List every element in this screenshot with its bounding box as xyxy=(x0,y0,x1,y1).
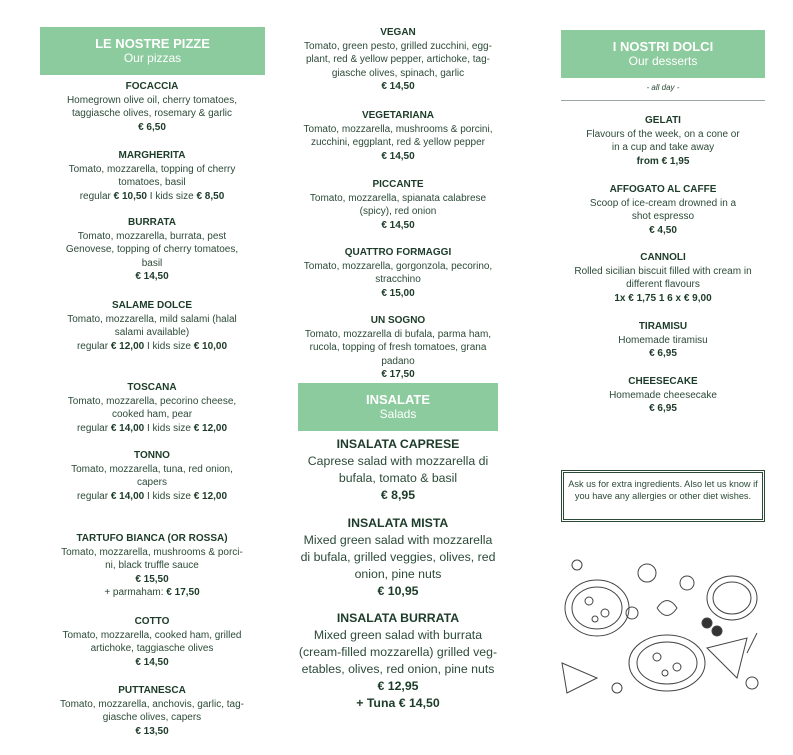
item-name: INSALATA BURRATA xyxy=(336,611,460,625)
price-segment: € 17,50 xyxy=(166,587,200,599)
item-price xyxy=(290,287,506,301)
item-price xyxy=(30,190,274,204)
item-price xyxy=(552,292,774,306)
price-segment: € 17,50 xyxy=(381,369,415,381)
item-description: cooked ham, pear xyxy=(111,409,193,421)
item-description: taggiasche olives, rosemary & garlic xyxy=(71,108,233,120)
price-segment: € 15,00 xyxy=(381,287,415,299)
item-description: Scoop of ice-cream drowned in a xyxy=(589,197,737,209)
item-description: padano xyxy=(381,355,415,367)
menu-item-burrata xyxy=(30,216,274,284)
item-description: zucchini, eggplant, red & yellow pepper xyxy=(311,137,485,149)
price-segment: I kids size xyxy=(144,490,194,502)
item-name: MARGHERITA xyxy=(118,150,186,161)
insalate-header xyxy=(298,383,498,431)
menu-item-cotto xyxy=(30,615,274,669)
item-price xyxy=(290,678,506,695)
item-name: GELATI xyxy=(645,115,681,126)
price-segment: € 14,50 xyxy=(381,150,415,162)
menu-item-cannoli xyxy=(552,251,774,305)
item-price2 xyxy=(290,695,506,712)
item-price2 xyxy=(30,586,274,600)
item-description: Tomato, mozzarella, cooked ham, grilled xyxy=(62,629,242,641)
dolci-title: I NOSTRI DOLCI xyxy=(612,39,714,54)
pizze-header xyxy=(40,27,265,75)
price-segment: € 10,95 xyxy=(377,584,419,598)
price-segment: € 10,00 xyxy=(193,340,228,352)
item-description: giasche olives, capers xyxy=(102,712,202,724)
menu-item-puttanesca xyxy=(30,684,274,738)
item-description: salami available) xyxy=(114,327,190,339)
item-description: Tomato, mozzarella di bufala, parma ham, xyxy=(304,328,492,340)
item-price xyxy=(290,583,506,600)
item-description: Flavours of the week, on a cone or xyxy=(586,128,740,140)
menu-item-salame-dolce xyxy=(30,299,274,353)
item-name: COTTO xyxy=(134,616,170,627)
item-description: (cream-filled mozzarella) grilled veg- xyxy=(298,645,498,659)
price-segment: € 14,50 xyxy=(381,219,415,231)
price-segment: € 14,50 xyxy=(381,81,415,93)
item-name: TARTUFO BIANCA (OR ROSSA) xyxy=(76,533,228,544)
item-description: capers xyxy=(136,477,167,489)
item-name: TOSCANA xyxy=(127,382,177,393)
dolci-column xyxy=(552,0,774,755)
insalate-title: INSALATE xyxy=(365,392,431,407)
price-segment: € 13,50 xyxy=(135,725,169,737)
item-name: INSALATA MISTA xyxy=(347,516,449,530)
item-name: CANNOLI xyxy=(640,252,686,263)
item-price xyxy=(290,219,506,233)
price-segment: regular xyxy=(79,190,114,202)
item-description: Homegrown olive oil, cherry tomatoes, xyxy=(66,94,238,106)
item-description: Homemade cheesecake xyxy=(609,389,717,401)
item-description: rucola, topping of fresh tomatoes, grana xyxy=(309,342,487,354)
item-name: VEGETARIANA xyxy=(361,110,435,121)
item-description: (spicy), red onion xyxy=(359,206,437,218)
item-description: Tomato, mozzarella, burrata, pest xyxy=(77,230,227,242)
menu-item-insalata-caprese xyxy=(290,436,506,504)
item-name: AFFOGATO AL CAFFE xyxy=(609,184,717,195)
item-description: Tomato, mozzarella, pecorino cheese, xyxy=(67,395,237,407)
menu-item-un-sogno xyxy=(290,314,506,382)
price-segment: € 6,50 xyxy=(138,121,166,133)
menu-item-gelati xyxy=(552,114,774,168)
menu-item-affogato-al-caffe xyxy=(552,183,774,237)
item-price xyxy=(30,422,274,436)
allergy-note: Ask us for extra ingredients. Also let us know if you have any allergies or other diet wishes. xyxy=(561,470,765,522)
item-description: di bufala, grilled veggies, olives, red xyxy=(300,550,496,564)
price-segment: regular xyxy=(76,340,111,352)
item-price xyxy=(30,121,274,135)
food-doodle-illustration xyxy=(557,553,765,696)
item-name: INSALATA CAPRESE xyxy=(336,437,460,451)
item-description: Tomato, mozzarella, spianata calabrese xyxy=(309,192,487,204)
menu-item-insalata-burrata xyxy=(290,610,506,712)
pizze-subtitle: Our pizzas xyxy=(123,51,182,65)
price-segment: € 12,00 xyxy=(193,490,228,502)
item-price xyxy=(552,402,774,416)
item-description: tomatoes, basil xyxy=(118,177,186,189)
item-description: Mixed green salad with mozzarella xyxy=(303,533,493,547)
item-price xyxy=(290,150,506,164)
price-segment: from € 1,95 xyxy=(636,155,690,167)
price-segment: + parmaham: xyxy=(104,587,167,599)
pizze-title: LE NOSTRE PIZZE xyxy=(95,36,210,51)
item-description: Tomato, mozzarella, gorgonzola, pecorino, xyxy=(303,260,493,272)
item-description: stracchino xyxy=(375,274,421,286)
price-segment: regular xyxy=(76,422,111,434)
item-description: onion, pine nuts xyxy=(354,567,442,581)
item-price xyxy=(30,725,274,739)
item-name: PICCANTE xyxy=(372,179,424,190)
price-segment: € 10,50 xyxy=(113,190,147,202)
item-description: etables, olives, red onion, pine nuts xyxy=(301,662,495,676)
menu-item-toscana xyxy=(30,381,274,435)
item-description: Rolled sicilian biscuit filled with cream in xyxy=(574,265,752,277)
price-segment: + Tuna € 14,50 xyxy=(356,696,440,710)
item-description: artichoke, taggiasche olives xyxy=(90,643,214,655)
item-description: Tomato, green pesto, grilled zucchini, egg- xyxy=(304,40,492,52)
item-description: Genovese, topping of cherry tomatoes, xyxy=(65,244,239,256)
dolci-header xyxy=(561,30,765,78)
price-segment: I kids size xyxy=(144,340,194,352)
item-price xyxy=(30,340,274,354)
price-segment: € 14,50 xyxy=(135,271,169,283)
item-description: Tomato, mozzarella, tuna, red onion, xyxy=(71,463,233,475)
menu-item-insalata-mista xyxy=(290,515,506,600)
item-price xyxy=(30,573,274,587)
price-segment: € 14,00 xyxy=(110,422,145,434)
item-name: BURRATA xyxy=(128,217,176,228)
price-segment: I kids size xyxy=(144,422,194,434)
price-segment: € 15,50 xyxy=(135,573,169,585)
price-segment: € 8,95 xyxy=(380,488,416,502)
price-segment: € 8,50 xyxy=(196,190,225,202)
price-segment: € 6,95 xyxy=(649,348,677,360)
menu-item-tonno xyxy=(30,449,274,503)
item-name: SALAME DOLCE xyxy=(112,300,192,311)
item-description: giasche olives, spinach, garlic xyxy=(331,67,465,79)
price-segment: € 4,50 xyxy=(649,224,677,236)
item-price xyxy=(552,224,774,238)
item-price xyxy=(30,490,274,504)
item-description: ni, black truffle sauce xyxy=(105,560,199,572)
price-segment: regular xyxy=(76,490,111,502)
item-name: UN SOGNO xyxy=(370,315,426,326)
item-description: plant, red & yellow pepper, artichoke, tag- xyxy=(306,54,490,66)
menu-item-quattro-formaggi xyxy=(290,246,506,300)
pizza-column-1 xyxy=(30,0,274,755)
item-price xyxy=(30,270,274,284)
divider xyxy=(561,100,765,101)
item-price xyxy=(30,656,274,670)
price-segment: I kids size xyxy=(147,190,197,202)
item-price xyxy=(552,155,774,169)
price-segment: 1x € 1,75 1 6 x € 9,00 xyxy=(614,292,712,304)
item-name: TIRAMISU xyxy=(638,321,688,332)
price-segment: € 12,95 xyxy=(377,679,419,693)
item-description: shot espresso xyxy=(631,211,695,223)
item-price xyxy=(552,347,774,361)
item-name: TONNO xyxy=(134,450,170,461)
menu-item-cheesecake xyxy=(552,375,774,416)
price-segment: € 14,50 xyxy=(135,656,169,668)
item-description: Tomato, mozzarella, mild salami (halal xyxy=(67,313,237,325)
dolci-subtitle: Our desserts xyxy=(628,54,698,68)
item-price xyxy=(290,80,506,94)
item-description: Tomato, mozzarella, mushrooms & porcini, xyxy=(303,123,493,135)
item-name: CHEESECAKE xyxy=(628,376,698,387)
item-description: bufala, tomato & basil xyxy=(338,471,458,485)
all-day-note: - all day - xyxy=(646,83,680,92)
price-segment: € 14,00 xyxy=(110,490,145,502)
item-description: Homemade tiramisu xyxy=(618,334,708,346)
menu-item-piccante xyxy=(290,178,506,232)
item-description: Tomato, mozzarella, anchovis, garlic, tag- xyxy=(60,698,244,710)
item-name: FOCACCIA xyxy=(125,81,179,92)
item-name: PUTTANESCA xyxy=(118,685,186,696)
item-description: Tomato, mozzarella, topping of cherry xyxy=(68,163,236,175)
menu-item-focaccia xyxy=(30,80,274,134)
item-description: Mixed green salad with burrata xyxy=(313,628,483,642)
item-description: in a cup and take away xyxy=(611,142,715,154)
price-segment: € 6,95 xyxy=(649,403,677,415)
menu-item-margherita xyxy=(30,149,274,203)
item-name: VEGAN xyxy=(380,27,416,38)
insalate-subtitle: Salads xyxy=(379,407,417,421)
item-price xyxy=(290,487,506,504)
menu-item-vegan xyxy=(290,26,506,94)
price-segment: € 12,00 xyxy=(110,340,145,352)
item-description: Tomato, mozzarella, mushrooms & porci- xyxy=(61,546,243,558)
item-description: Caprese salad with mozzarella di xyxy=(307,454,489,468)
item-description: basil xyxy=(141,257,163,269)
item-name: QUATTRO FORMAGGI xyxy=(344,247,452,258)
item-description: different flavours xyxy=(626,279,700,291)
menu-item-tartufo-bianca-or-rossa xyxy=(30,532,274,600)
menu-item-vegetariana xyxy=(290,109,506,163)
price-segment: € 12,00 xyxy=(193,422,228,434)
pizza-column-2 xyxy=(290,0,506,755)
item-price xyxy=(290,368,506,382)
menu-item-tiramisu xyxy=(552,320,774,361)
